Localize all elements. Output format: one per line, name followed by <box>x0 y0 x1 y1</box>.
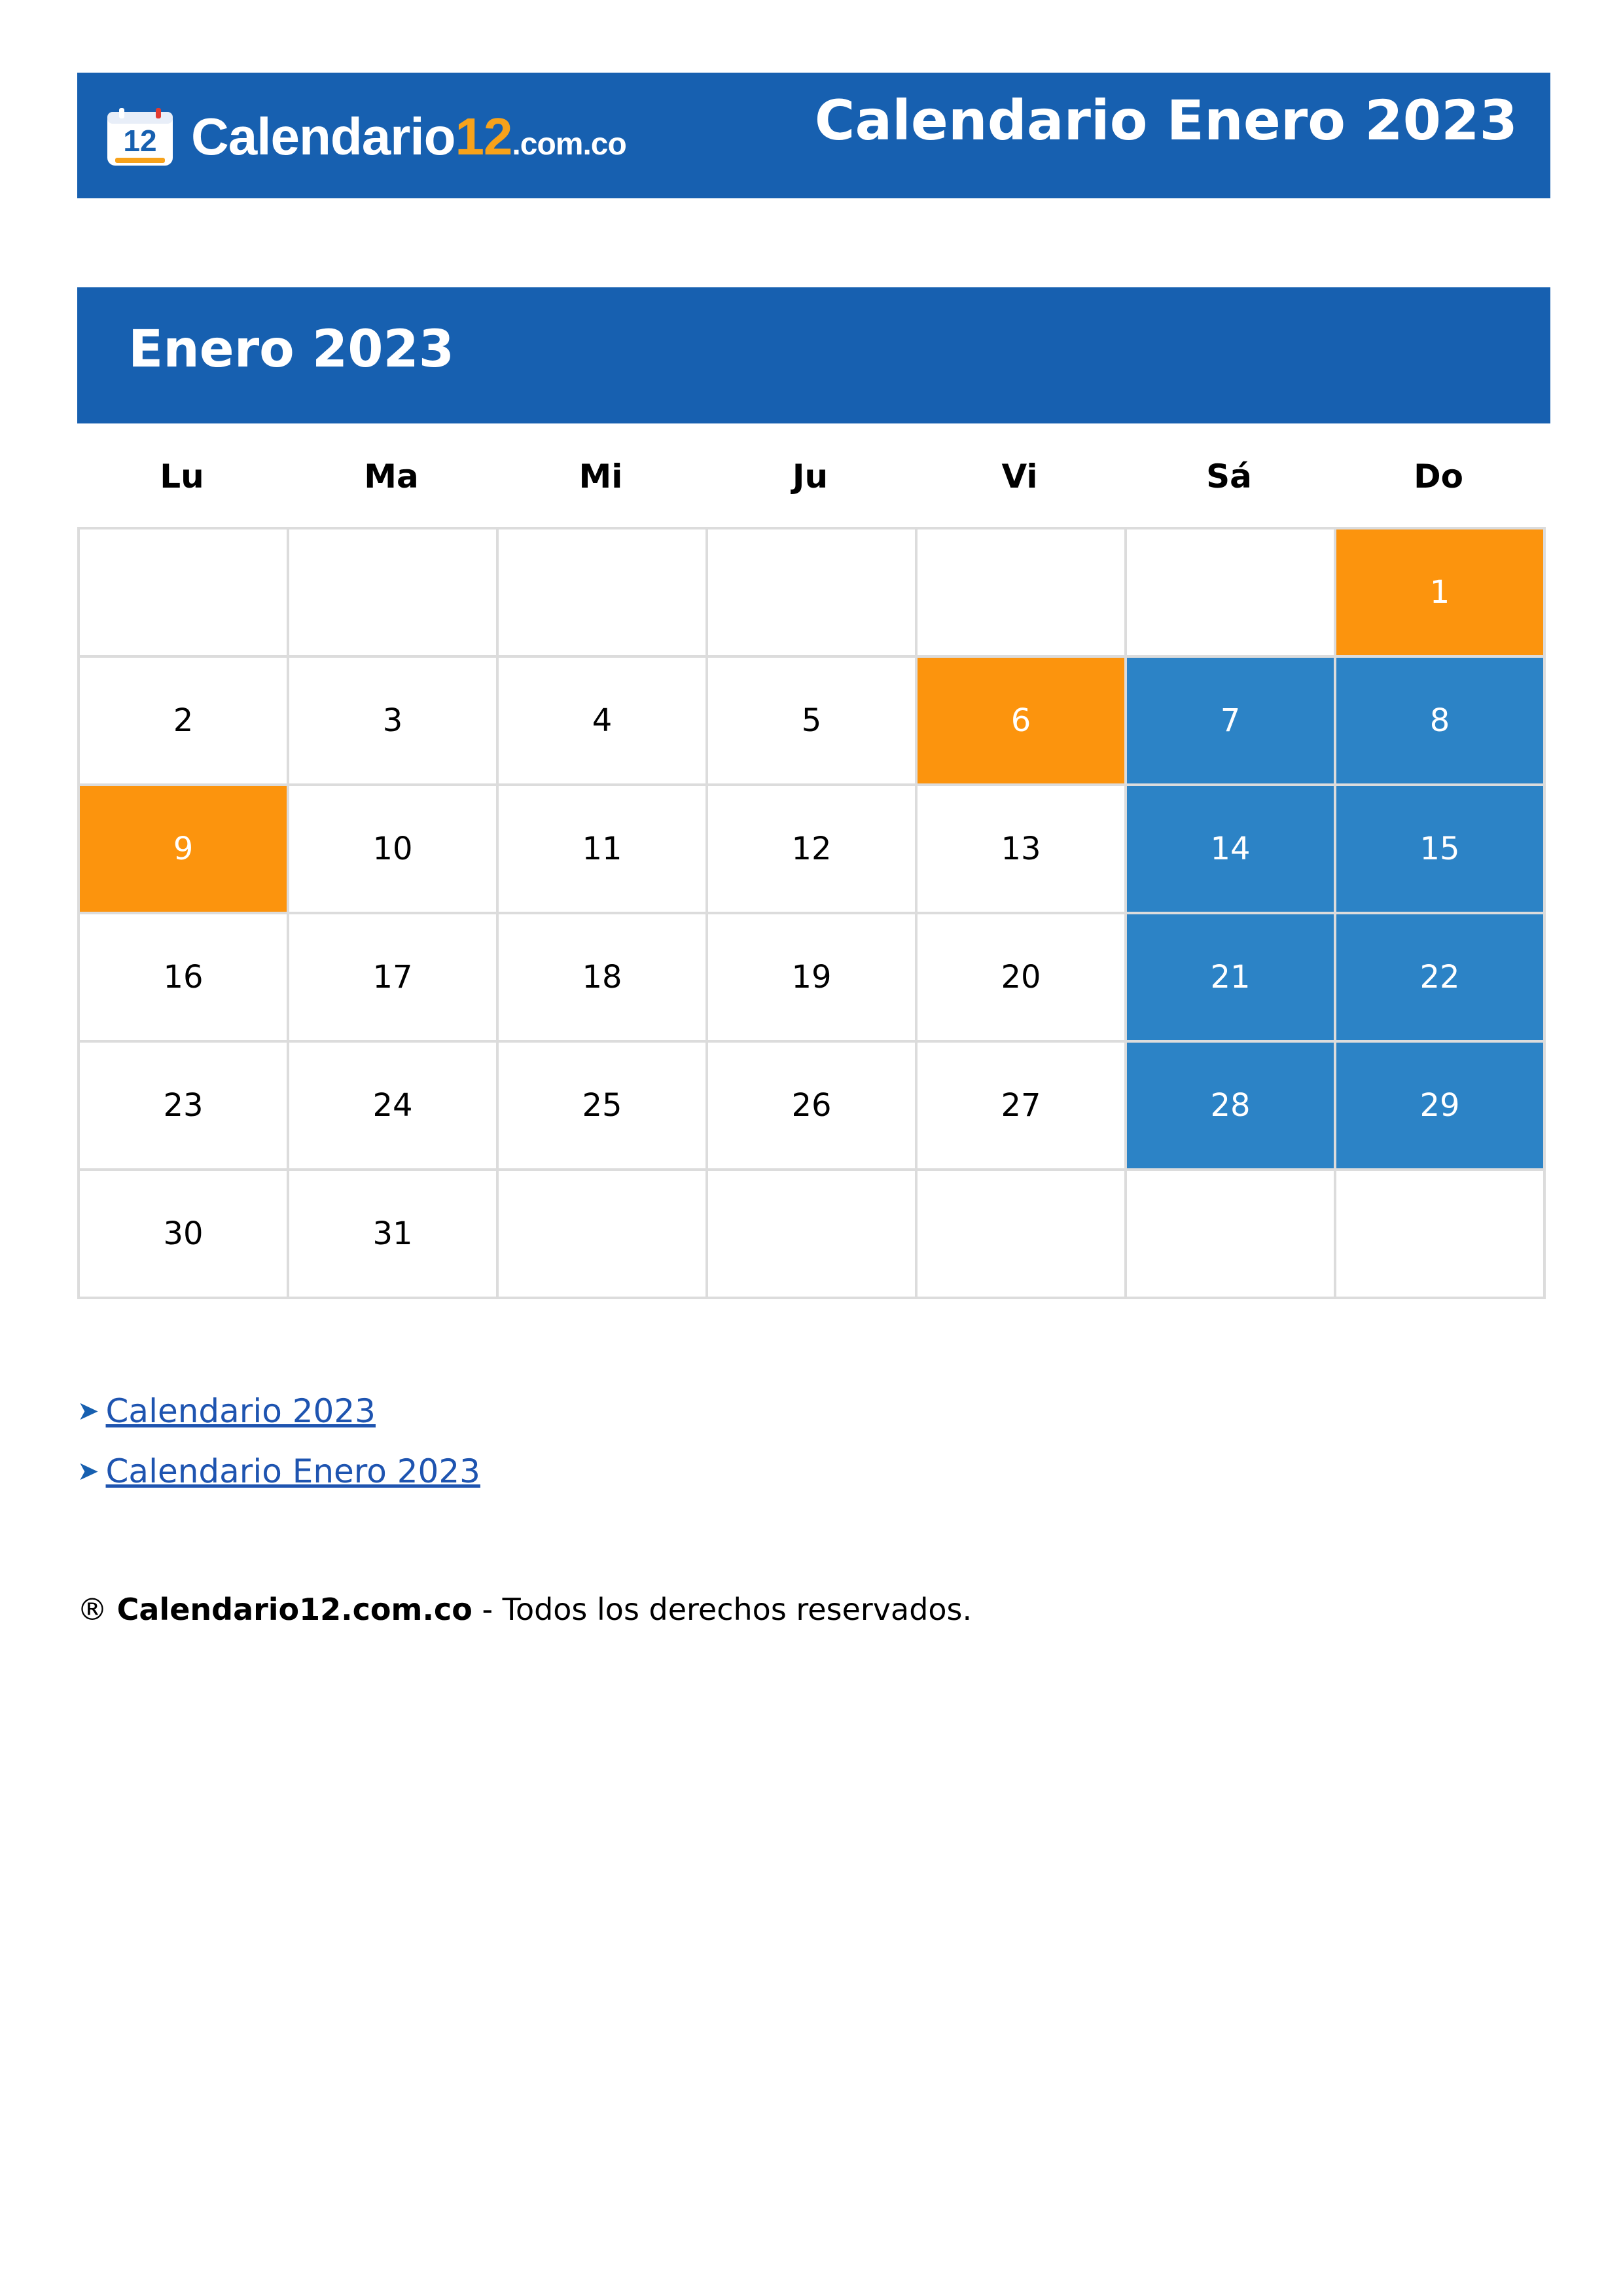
day-cell: 15 <box>1336 786 1546 914</box>
page-title: Calendario Enero 2023 <box>814 88 1518 152</box>
logo-number: 12 <box>455 107 512 166</box>
day-cell: 22 <box>1336 914 1546 1043</box>
day-cell: 21 <box>1127 914 1336 1043</box>
empty-day-cell <box>708 1171 918 1299</box>
empty-day-cell <box>1127 1171 1336 1299</box>
related-links <box>77 1381 480 1501</box>
registered-symbol: ® <box>77 1592 107 1627</box>
arrow-right-icon: ➤ <box>77 1396 99 1426</box>
empty-day-cell <box>1336 1171 1546 1299</box>
logo-name: Calendario <box>191 107 455 166</box>
day-cell: 30 <box>80 1171 289 1299</box>
link-item <box>77 1381 480 1441</box>
day-cell: 23 <box>80 1043 289 1171</box>
day-cell: 31 <box>289 1171 499 1299</box>
site-header <box>77 73 1550 198</box>
footer <box>77 1592 972 1627</box>
link-item <box>77 1441 480 1501</box>
empty-day-cell <box>499 529 708 658</box>
weekday-friday: Vi <box>1001 457 1038 495</box>
weekday-saturday: Sá <box>1206 457 1252 495</box>
day-cell: 20 <box>918 914 1127 1043</box>
empty-day-cell <box>918 529 1127 658</box>
day-cell: 8 <box>1336 658 1546 786</box>
day-cell: 2 <box>80 658 289 786</box>
empty-day-cell <box>1127 529 1336 658</box>
weekday-tuesday: Ma <box>364 457 419 495</box>
weekday-sunday: Do <box>1414 457 1463 495</box>
logo-wordmark <box>191 107 626 167</box>
month-title: Enero 2023 <box>128 320 455 379</box>
day-cell: 11 <box>499 786 708 914</box>
day-cell: 29 <box>1336 1043 1546 1171</box>
day-cell: 7 <box>1127 658 1336 786</box>
day-cell: 4 <box>499 658 708 786</box>
day-cell: 18 <box>499 914 708 1043</box>
day-cell: 10 <box>289 786 499 914</box>
day-cell: 25 <box>499 1043 708 1171</box>
day-cell: 12 <box>708 786 918 914</box>
logo-icon-number: 12 <box>123 124 157 158</box>
day-cell: 17 <box>289 914 499 1043</box>
day-cell: 9 <box>80 786 289 914</box>
calendar-logo-icon <box>105 107 175 167</box>
footer-text: - Todos los derechos reservados. <box>482 1592 972 1627</box>
month-header <box>77 287 1550 423</box>
empty-day-cell <box>708 529 918 658</box>
day-cell: 24 <box>289 1043 499 1171</box>
empty-day-cell <box>918 1171 1127 1299</box>
day-cell: 28 <box>1127 1043 1336 1171</box>
weekday-wednesday: Mi <box>579 457 623 495</box>
arrow-right-icon: ➤ <box>77 1456 99 1486</box>
day-cell: 5 <box>708 658 918 786</box>
day-cell: 1 <box>1336 529 1546 658</box>
weekday-thursday: Ju <box>792 457 829 495</box>
logo-tld: .com.co <box>512 127 626 162</box>
calendar-grid <box>77 527 1546 1299</box>
day-cell: 13 <box>918 786 1127 914</box>
link-calendario-enero-2023[interactable]: Calendario Enero 2023 <box>105 1452 480 1490</box>
footer-brand: Calendario12.com.co <box>116 1592 473 1627</box>
site-logo[interactable] <box>105 105 626 168</box>
weekday-header-row <box>77 450 1543 503</box>
day-cell: 26 <box>708 1043 918 1171</box>
day-cell: 27 <box>918 1043 1127 1171</box>
empty-day-cell <box>80 529 289 658</box>
empty-day-cell <box>499 1171 708 1299</box>
empty-day-cell <box>289 529 499 658</box>
day-cell: 14 <box>1127 786 1336 914</box>
day-cell: 6 <box>918 658 1127 786</box>
day-cell: 16 <box>80 914 289 1043</box>
day-cell: 19 <box>708 914 918 1043</box>
link-calendario-2023[interactable]: Calendario 2023 <box>105 1392 376 1430</box>
weekday-monday: Lu <box>160 457 204 495</box>
day-cell: 3 <box>289 658 499 786</box>
